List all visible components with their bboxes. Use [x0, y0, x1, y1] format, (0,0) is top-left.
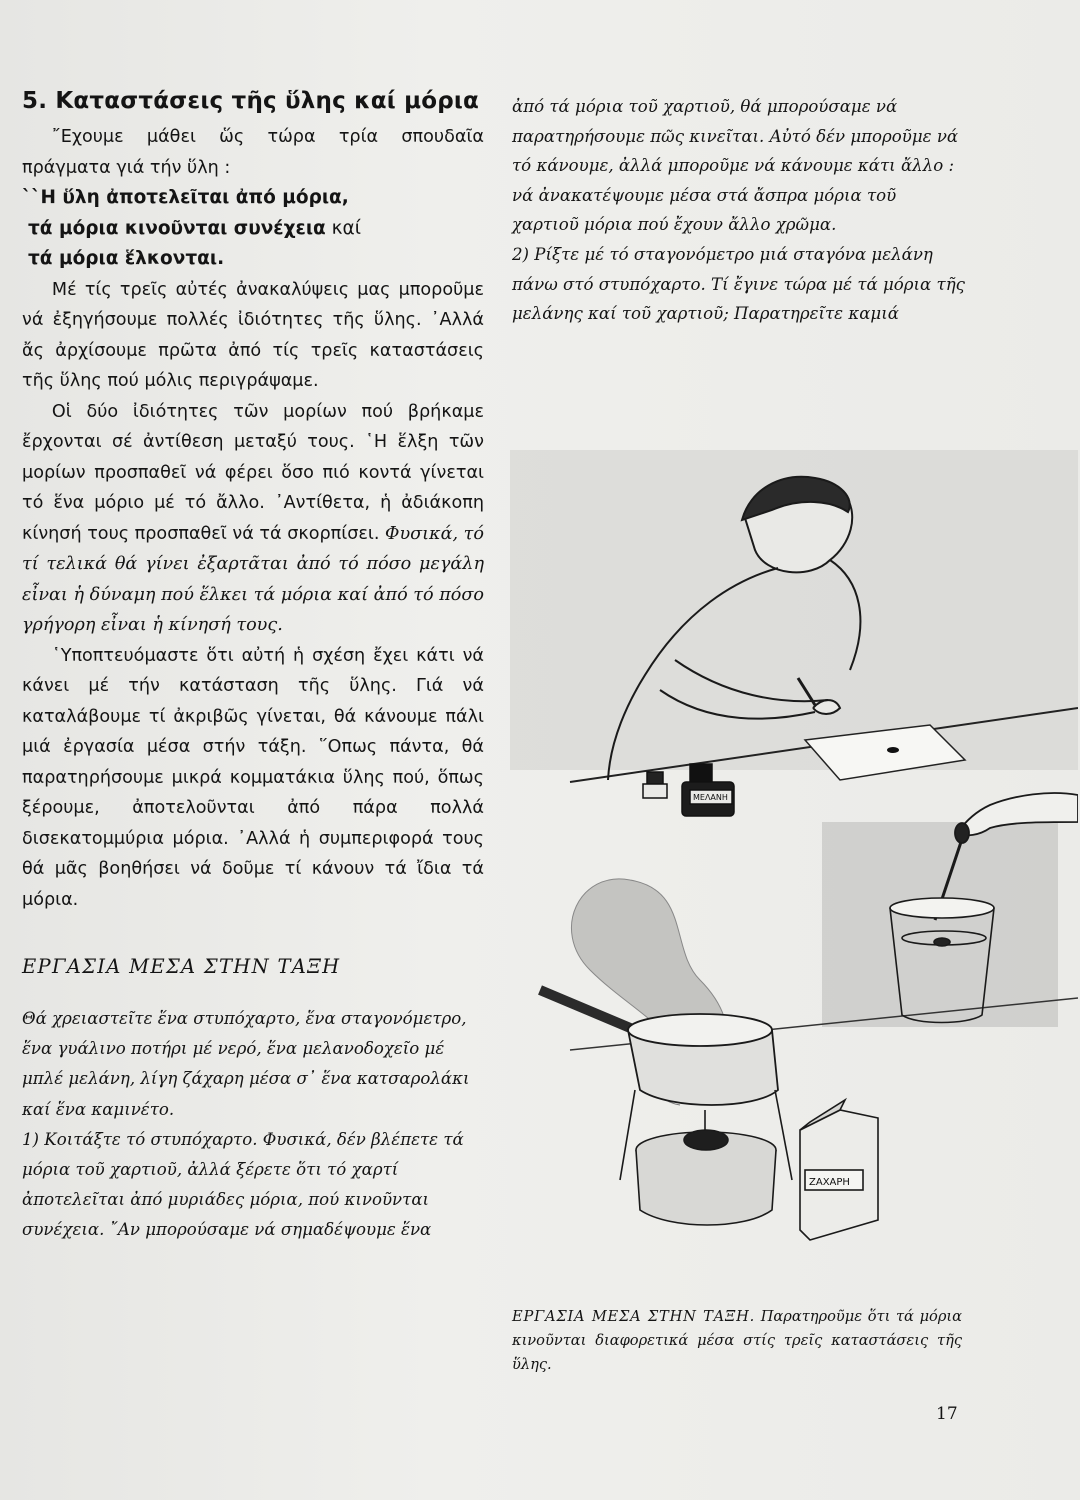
step-2-paragraph: 2) Ρίξτε μέ τό σταγονόμετρο μιά σταγόνα μελάνη πάνω στό στυπόχαρτο. Τί ἔγινε τώρα μέ τά μόρια τῆς μελάνης καί τοῦ χαρτιοῦ; Παρατηρεῖτε καμιά — [512, 244, 965, 324]
step-1-paragraph: 1) Κοιτάξτε τό στυπόχαρτο. Φυσικά, δέν βλέπετε τά μόρια τοῦ χαρτιοῦ, ἀλλά ξέρετε ὅτι τό χαρτί ἀποτελεῖται ἀπό μυριάδες μόρια, πού κινοῦνται συνέχεια. ῎Αν μπορούσαμε νά σημαδέψουμε ἕνα — [22, 1129, 464, 1240]
materials-paragraph: Θά χρειαστεῖτε ἕνα στυπόχαρτο, ἕνα σταγονόμετρο, ἕνα γυάλινο ποτήρι μέ νερό, ἕνα μελανοδοχεῖο μέ μπλέ μελάνη, λίγη ζάχαρη μέσα σ᾿ ἕνα κατσαρολάκι καί ἕνα καμινέτο. — [22, 1009, 470, 1119]
ink-drop — [887, 747, 899, 753]
section-heading: 5. Καταστάσεις τῆς ὕλης καί μόρια — [22, 88, 480, 114]
caption-title: ΕΡΓΑΣΙΑ ΜΕΣΑ ΣΤΗΝ ΤΑΞΗ. — [512, 1308, 756, 1325]
step-1-continued: ἀπό τά μόρια τοῦ χαρτιοῦ, θά μπορούσαμε νά παρατηρήσουμε πῶς κινεῖται. Αὐτό δέν μποροῦμε νά τό κάνουμε, ἀλλά μποροῦμε νά κάνουμε κάτι ἄλλο : νά ἀνακατέψουμε μέσα στά ἄσπρα μόρια τοῦ χαρτιοῦ μόρια πού ἔχουν ἄλλο χρῶμα. — [512, 97, 959, 235]
paragraph-1: Μέ τίς τρεῖς αὐτές ἀνακαλύψεις μας μποροῦμε νά ἐξηγήσουμε πολλές ἰδιότητες τῆς ὕλης. ᾿Αλλά ἄς ἀρχίσουμε πρῶτα ἀπό τίς τρεῖς καταστάσεις τῆς ὕλης πού μόλις περιγράψαμε. — [22, 279, 484, 391]
experiment-illustration — [510, 450, 1078, 1305]
right-column — [512, 92, 968, 329]
caption-text: Παρατηροῦμε ὅτι τά μόρια κινοῦνται διαφορετικά μέσα στίς τρεῖς καταστάσεις τῆς ὕλης. — [512, 1308, 962, 1373]
activity-title: ΕΡΓΑΣΙΑ ΜΕΣΑ ΣΤΗΝ ΤΑΞΗ — [22, 955, 341, 978]
burner — [620, 1090, 792, 1225]
ink-bottle — [682, 764, 734, 816]
figure-caption — [512, 1305, 962, 1377]
paragraph-3: ῾Υποπτευόμαστε ὅτι αὐτή ἡ σχέση ἔχει κάτι νά κάνει μέ τήν κατάσταση τῆς ὕλης. Γιά νά καταλάβουμε τί ἀκριβῶς γίνεται, θά κάνουμε πάλι μιά ἐργασία μέσα στήν τάξη. ῞Οπως πάντα, θά παρατηρήσουμε μικρά κομματάκια ὕλης πού, ὅπως ξέρουμε, ἀποτελοῦνται ἀπό πάρα πολλά δισεκατομμύρια μόρια. ᾿Αλλά ἡ συμπεριφορά τους θά μᾶς βοηθήσει νά δοῦμε τί κάνουν τά ἴδια τά μόρια. — [22, 645, 484, 910]
fact-line: ``Η ὕλη ἀποτελεῖται ἀπό μόρια, — [22, 187, 349, 208]
paragraph-2: Οἱ δύο ἰδιότητες τῶν μορίων πού βρήκαμε ἔρχονται σέ ἀντίθεση μεταξύ τους. ῾Η ἕλξη τῶν μορίων προσπαθεῖ νά φέρει ὅσο πιό κοντά γίνεται τό ἕνα μόριο μέ τό ἄλλο. ᾿Αντίθετα, ἡ ἀδιάκοπη κίνησή τους προσπαθεῖ νά τά σκορπίσει. Φυσικά, τό τί τελικά θά γίνει ἐξαρτᾶται ἀπό τό πόσο μεγάλη εἶναι ἡ δύναμη πού ἕλκει τά μόρια καί ἀπό τό πόσο γρήγορη εἶναι ἡ κίνησή τους. — [22, 401, 484, 635]
fact-line: τά μόρια ἕλκονται. — [28, 248, 225, 269]
ink-bottle-label: ΜΕΛΑΝΗ — [693, 793, 728, 802]
fact-connector: καί — [331, 217, 362, 239]
sugar-box — [800, 1100, 878, 1240]
background-panel-2 — [822, 822, 1058, 1027]
left-column — [22, 88, 484, 1246]
ink-cap — [643, 772, 667, 798]
facts-list — [22, 183, 484, 275]
intro-paragraph: ῎Εχουμε μάθει ὥς τώρα τρία σπουδαῖα πράγματα γιά τήν ὕλη : — [22, 127, 484, 178]
page-number: 17 — [936, 1404, 958, 1424]
sugar-box-label: ΖΑΧΑΡΗ — [809, 1177, 850, 1188]
fact-line: τά μόρια κινοῦνται συνέχεια καί — [28, 217, 362, 239]
